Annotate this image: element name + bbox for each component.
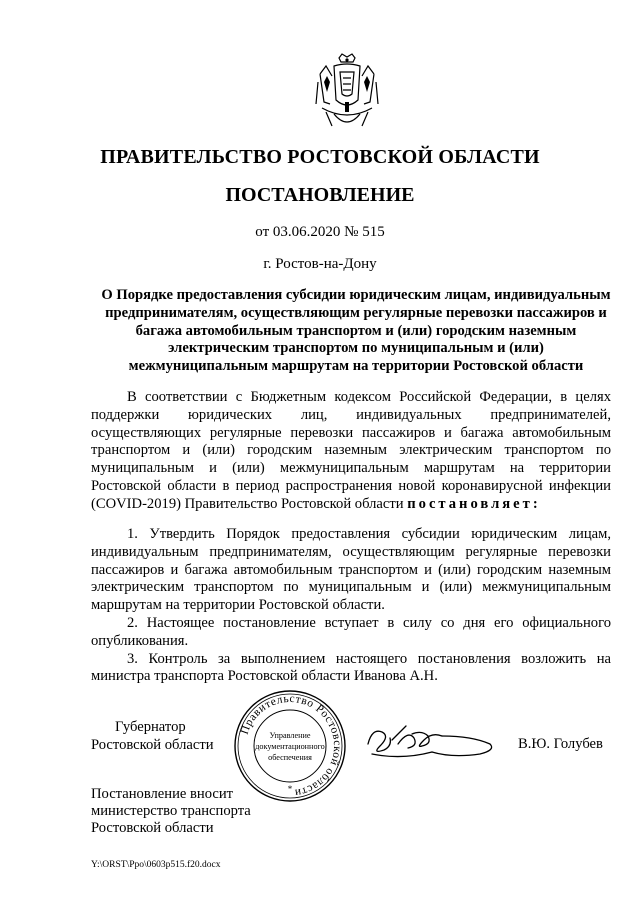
preamble-text: В соответствии с Бюджетным кодексом Российской Федерации, в целях поддержки юридических лиц, индивидуальных предпринимателей, осуществляющих регулярные перевозки пассажиров и багажа автомобильным транспортом и (или) городским наземным электрическим транспортом по муниципальным и (или) межмуниципальным маршрутам на территории Ростовской области в период распространения новой коронавирусной инфекции (COVID-2019) Правительство Ростовской области	[91, 389, 611, 512]
signatory-name: В.Ю. Голубев	[518, 736, 603, 752]
signatory-position	[91, 718, 241, 754]
submitter-line3: Ростовской области	[91, 820, 214, 836]
document-type: ПОСТАНОВЛЕНИЕ	[225, 184, 415, 206]
document-city: г. Ростов-на-Дону	[263, 256, 377, 272]
resolution-item: 1. Утвердить Порядок предоставления субсидии юридическим лицам, индивидуальным предпринимателям, осуществляющим регулярные перевозки пассажиров и багажа автомобильным транспортом и (или) городским наземным электрическим транспортом по муниципальным и (или) межмуниципальным маршрутам на территории Ростовской области.	[91, 526, 611, 614]
signatory-position-line2: Ростовской области	[91, 737, 214, 753]
submitter-block	[91, 786, 331, 837]
seal-center-line2: документационного	[255, 742, 325, 751]
preamble-paragraph	[91, 389, 611, 514]
resolution-items	[91, 526, 611, 686]
svg-text:Правительство Ростовской облас: Правительство Ростовской области	[238, 692, 344, 799]
resolution-item: 2. Настоящее постановление вступает в силу со дня его официального опубликования.	[91, 614, 611, 649]
submitter-line2: министерство транспорта	[91, 803, 251, 819]
decree-word: постановляет:	[407, 495, 541, 512]
document-subject: О Порядке предоставления субсидии юридическим лицам, индивидуальным предпринимателям, осуществляющим регулярные перевозки пассажиров и багажа автомобильным транспортом и (или) городским наземным электрическим транспортом по муниципальным и (или) межмуниципальным маршрутам на территории Ростовской области	[101, 287, 611, 375]
seal-center-line3: обеспечения	[268, 753, 312, 762]
government-title: ПРАВИТЕЛЬСТВО РОСТОВСКОЙ ОБЛАСТИ	[100, 146, 540, 168]
svg-text:*: *	[287, 784, 293, 794]
submitter-line1: Постановление вносит	[91, 786, 234, 802]
handwritten-signature	[362, 720, 502, 764]
coat-of-arms-icon	[312, 52, 382, 132]
seal-center-line1: Управление	[269, 731, 311, 740]
document-date-number: от 03.06.2020 № 515	[255, 224, 385, 240]
resolution-item: 3. Контроль за выполнением настоящего постановления возложить на министра транспорта Ростовской области Иванова А.Н.	[91, 650, 611, 685]
file-path-footer: Y:\ORST\Ppo\0603p515.f20.docx	[91, 860, 221, 870]
signatory-position-line1: Губернатор	[115, 719, 186, 735]
